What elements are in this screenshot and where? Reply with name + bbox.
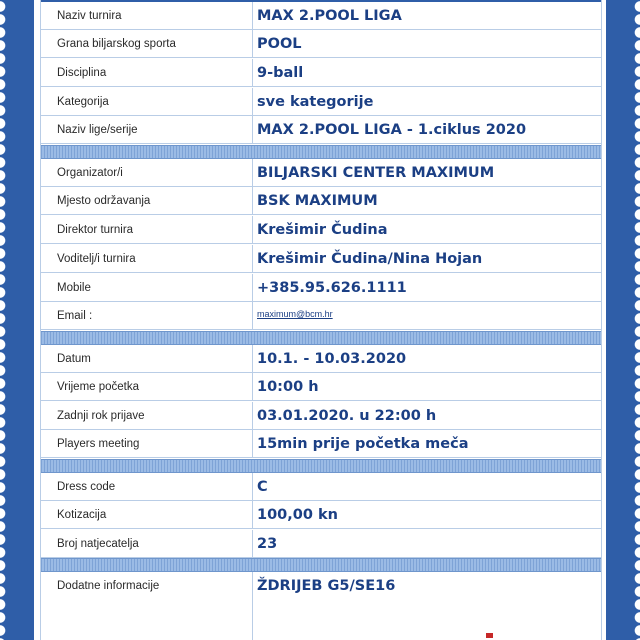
value-competitor-count: 23: [257, 536, 278, 552]
label-registration-deadline: Zadnji rok prijave: [57, 410, 145, 422]
label-players-meeting: Players meeting: [57, 438, 140, 450]
value-start-time: 10:00 h: [257, 379, 319, 395]
label-organizer: Organizator/i: [57, 167, 123, 179]
column-divider: [252, 572, 253, 640]
row-mobile: [41, 274, 601, 302]
label-start-time: Vrijeme početka: [57, 381, 140, 393]
label-tournament-name: Naziv turnira: [57, 10, 122, 22]
column-divider: [252, 345, 253, 372]
value-dress-code: C: [257, 479, 268, 495]
column-divider: [252, 373, 253, 400]
row-league-name: [41, 116, 601, 144]
row-date: [41, 345, 601, 373]
column-divider: [252, 274, 253, 301]
row-tournament-name: [41, 2, 601, 30]
tournament-info-table: [40, 0, 602, 640]
column-divider: [252, 30, 253, 57]
row-category: [41, 88, 601, 116]
section-separator: [41, 558, 601, 572]
label-category: Kategorija: [57, 96, 109, 108]
label-sport-branch: Grana biljarskog sporta: [57, 38, 176, 50]
row-players-meeting: [41, 430, 601, 458]
label-additional-info: Dodatne informacije: [57, 580, 160, 592]
label-venue: Mjesto održavanja: [57, 195, 151, 207]
row-sport-branch: [41, 30, 601, 58]
label-entry-fee: Kotizacija: [57, 509, 107, 521]
column-divider: [252, 216, 253, 243]
column-divider: [252, 402, 253, 429]
stamp-border-right: [606, 0, 640, 640]
label-competitor-count: Broj natjecatelja: [57, 538, 139, 550]
section-separator: [41, 459, 601, 473]
label-dress-code: Dress code: [57, 481, 116, 493]
column-divider: [252, 501, 253, 528]
value-registration-deadline: 03.01.2020. u 22:00 h: [257, 408, 437, 424]
value-tournament-name: MAX 2.POOL LIGA: [257, 8, 402, 24]
stamp-border-left: [0, 0, 34, 640]
row-additional-info: [41, 572, 601, 640]
value-leaders: Krešimir Čudina/Nina Hojan: [257, 251, 483, 267]
row-email: [41, 302, 601, 330]
section-separator: [41, 331, 601, 345]
column-divider: [252, 59, 253, 86]
label-mobile: Mobile: [57, 282, 91, 294]
value-date: 10.1. - 10.03.2020: [257, 351, 407, 367]
row-discipline: [41, 59, 601, 87]
label-date: Datum: [57, 353, 91, 365]
column-divider: [252, 473, 253, 500]
label-email: Email :: [57, 310, 93, 322]
column-divider: [252, 302, 253, 329]
row-competitor-count: [41, 530, 601, 558]
value-discipline: 9-ball: [257, 65, 304, 81]
column-divider: [252, 2, 253, 29]
section-separator: [41, 145, 601, 159]
row-dress-code: [41, 473, 601, 501]
column-divider: [252, 88, 253, 115]
value-sport-branch: POOL: [257, 36, 302, 52]
email-link[interactable]: maximum@bcm.hr: [257, 309, 333, 319]
value-organizer: BILJARSKI CENTER MAXIMUM: [257, 165, 495, 181]
row-director: [41, 216, 601, 244]
label-leaders: Voditelj/i turnira: [57, 253, 136, 265]
column-divider: [252, 245, 253, 272]
column-divider: [252, 187, 253, 214]
value-league-name: MAX 2.POOL LIGA - 1.ciklus 2020: [257, 122, 527, 138]
value-director: Krešimir Čudina: [257, 222, 388, 238]
column-divider: [252, 159, 253, 186]
column-divider: [252, 530, 253, 557]
value-venue: BSK MAXIMUM: [257, 193, 378, 209]
row-organizer: [41, 159, 601, 187]
column-divider: [252, 116, 253, 143]
row-start-time: [41, 373, 601, 401]
column-divider: [252, 430, 253, 457]
value-category: sve kategorije: [257, 94, 374, 110]
label-director: Direktor turnira: [57, 224, 134, 236]
label-discipline: Disciplina: [57, 67, 107, 79]
value-mobile: +385.95.626.1111: [257, 280, 407, 296]
label-league-name: Naziv lige/serije: [57, 124, 138, 136]
row-entry-fee: [41, 501, 601, 529]
value-additional-info: ŽDRIJEB G5/SE16: [257, 578, 396, 594]
row-venue: [41, 187, 601, 215]
red-corner-mark: [486, 633, 493, 638]
row-leaders: [41, 245, 601, 273]
row-registration-deadline: [41, 402, 601, 430]
value-entry-fee: 100,00 kn: [257, 507, 338, 523]
value-players-meeting: 15min prije početka meča: [257, 436, 469, 452]
